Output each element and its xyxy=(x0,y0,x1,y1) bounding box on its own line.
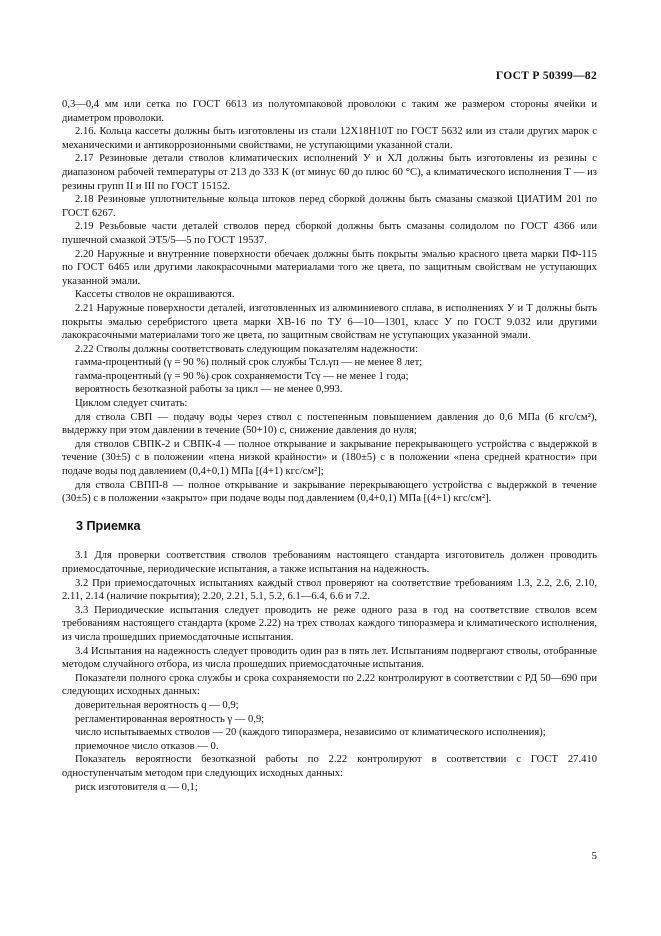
paragraph: Показатель вероятности безотказной работы по 2.22 контролируют в соответствии с ГОСТ 27.410 одноступенчатым методом при следующих исходных данных: xyxy=(62,754,597,779)
document-code: ГОСТ Р 50399—82 xyxy=(495,70,597,82)
paragraph: вероятность безотказной работы за цикл — не менее 0,993. xyxy=(75,384,343,396)
section-3-heading: 3 Приемка xyxy=(76,518,141,533)
paragraph: число испытываемых стволов — 20 (каждого типоразмера, независимо от климатического исполнения); xyxy=(75,727,546,739)
section-3-body xyxy=(62,549,597,794)
paragraph: 2.16. Кольца кассеты должны быть изготовлены из стали 12Х18Н10Т по ГОСТ 5632 или из стали других марок с механическими и антикоррозионными свойствами, не уступающими указанной стали. xyxy=(62,126,597,151)
paragraph: Кассеты стволов не окрашиваются. xyxy=(75,289,235,301)
paragraph: 2.19 Резьбовые части деталей стволов перед сборкой должны быть смазаны солидолом по ГОСТ 4366 или пушечной смазкой ЭТ5/5—5 по ГОСТ 19537. xyxy=(62,221,597,246)
paragraph: 3.2 При приемосдаточных испытаниях каждый ствол проверяют на соответствие требованиям 1.3, 2.2, 2.6, 2.10, 2.11, 2.14 (наличие покрытия); 2.20, 2.21, 5.1, 5.2, 6.1—6.4, 6.6 и 7.2. xyxy=(62,577,597,603)
paragraph: риск изготовителя α — 0,1; xyxy=(75,781,198,793)
paragraph: 2.21 Наружные поверхности деталей, изготовленных из алюминиевого сплава, в исполнениях У и Т должны быть покрыты эмалью серебристого цвета марки ХВ-16 по ТУ 6—10—1301, класс У по ГОСТ 9.032 или другими лакокрасочными материалами того же цвета, по защитным свойствам не уступающих указанной эмали. xyxy=(62,302,597,342)
paragraph: гамма-процентный (γ = 90 %) срок сохраняемости Tсγ — не менее 1 года; xyxy=(75,370,409,382)
paragraph: Циклом следует считать: xyxy=(75,398,188,410)
paragraph: для ствола СВПП-8 — полное открывание и закрывание перекрывающего устройства с выдержкой в течение (30±5) с в положении «закрыто» при подаче воды под давлением (0,4+0,1) МПа [(4+1) кгс/см²]. xyxy=(62,479,597,505)
paragraph: 2.22 Стволы должны соответствовать следующим показателям надежности: xyxy=(75,343,419,355)
paragraph: приемочное число отказов — 0. xyxy=(75,740,219,752)
paragraph: 3.3 Периодические испытания следует проводить не реже одного раза в год на соответствие стволов всем требованиям настоящего стандарта (кроме 2.22) на трех стволах каждого типоразмера и климатического исполнения, из числа прошедших приемосдаточные испытания. xyxy=(62,604,597,643)
paragraph: гамма-процентный (γ = 90 %) полный срок службы Tсл.γп — не менее 8 лет; xyxy=(75,357,423,369)
page-number: 5 xyxy=(591,850,597,862)
paragraph: регламентированная вероятность γ — 0,9; xyxy=(75,713,265,725)
paragraph: 2.18 Резиновые уплотнительные кольца штоков перед сборкой должны быть смазаны смазкой ЦИАТИМ 201 по ГОСТ 6267. xyxy=(62,194,597,219)
paragraph: для ствола СВП — подачу воды через ствол с постепенным повышением давления до 0,6 МПа (6 кгс/см²), выдержку при этом давлении в течение (50+10) с, снижение давления до нуля; xyxy=(62,411,597,437)
paragraph: 0,3—0,4 мм или сетка по ГОСТ 6613 из полутомпаковой проволоки с таким же размером стороны ячейки и диаметром проволоки. xyxy=(62,99,597,124)
paragraph: для стволов СВПК-2 и СВПК-4 — полное открывание и закрывание перекрывающего устройства с выдержкой в течение (30±5) с в положении «пена низкой крайности» и (180±5) с в положении «пена средней кратности» при подаче воды под давлением (0,4+0,1) МПа [(4+1) кгс/см²]; xyxy=(62,438,597,478)
paragraph: 2.20 Наружные и внутренние поверхности обечаек должны быть покрыты эмалью красного цвета марки ПФ-115 по ГОСТ 6465 или другими лакокрасочными материалами того же цвета, по защитным свойствам не уступающих указанной эмали. xyxy=(62,248,597,287)
paragraph: 3.1 Для проверки соответствия стволов требованиям настоящего стандарта изготовитель должен проводить приемосдаточные, периодические испытания, а также испытания на надежность. xyxy=(62,550,597,575)
paragraph: 3.4 Испытания на надежность следует проводить один раз в пять лет. Испытаниям подвергают стволы, отобранные методом случайного отбора, из числа прошедших приемосдаточные испытания. xyxy=(62,645,597,671)
paragraph: Показатели полного срока службы и срока сохраняемости по 2.22 контролируют в соответствии с РД 50—690 при следующих исходных данных: xyxy=(62,672,597,698)
body-text xyxy=(62,98,597,794)
paragraph: доверительная вероятность q — 0,9; xyxy=(75,699,239,711)
paragraph: 2.17 Резиновые детали стволов климатических исполнений У и ХЛ должны быть изготовлены из резины с диапазоном рабочей температуры от 213 до 333 К (от минус 60 до плюс 60 °С), а климатического исполнения Т — из резины групп II и III по ГОСТ 15152. xyxy=(62,153,597,192)
section-2-tail xyxy=(62,98,597,506)
